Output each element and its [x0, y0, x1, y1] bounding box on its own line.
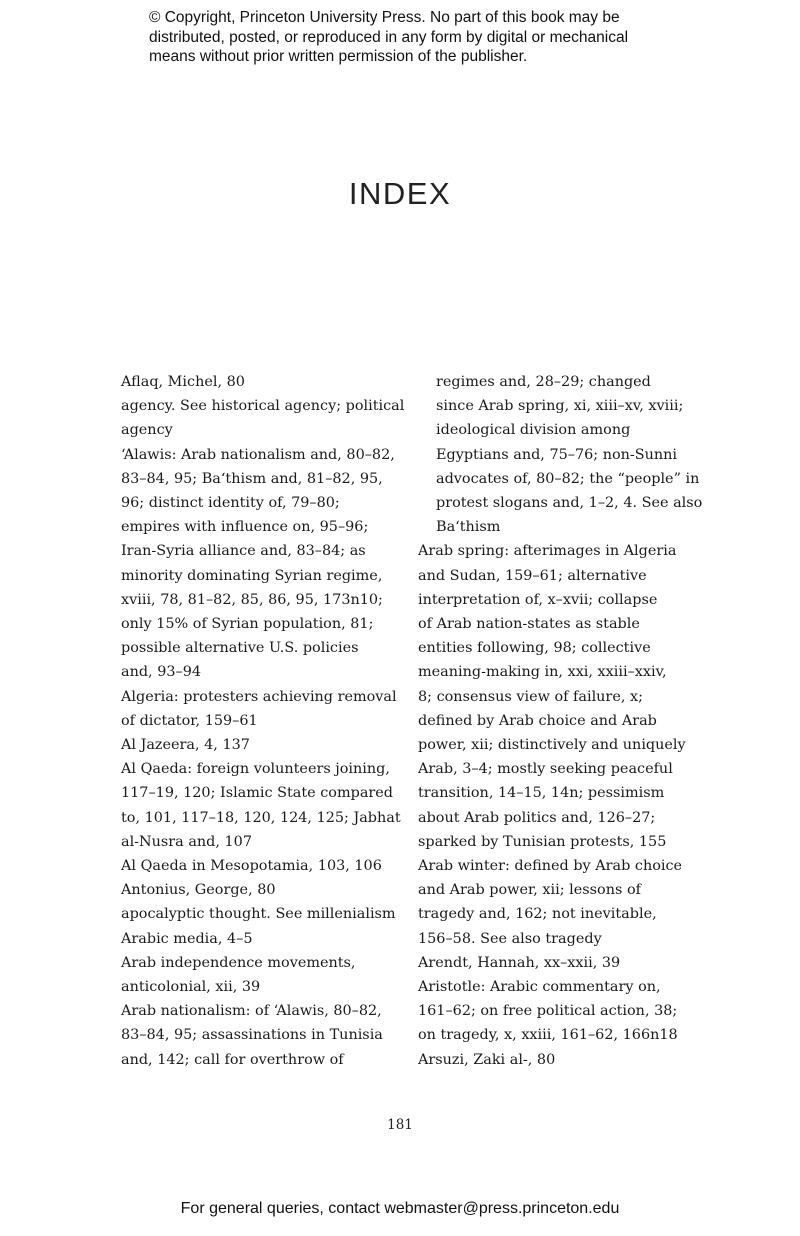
- index-entry: [121, 685, 397, 733]
- index-column-right: [418, 370, 703, 1072]
- index-entry-line: regimes and, 28–29; changed: [436, 374, 651, 390]
- index-entry: [121, 951, 391, 999]
- index-entry-line: ideological division among: [436, 422, 631, 439]
- index-entry-line: Algeria: protesters achieving removal: [121, 688, 397, 705]
- index-entry-line: Al Qaeda in Mesopotamia, 103, 106: [121, 858, 382, 875]
- index-entry-line: meaning-making in, xxi, xxiii–xxiv,: [418, 664, 667, 681]
- index-entry: [418, 951, 698, 975]
- index-entry-line: of Arab nation-states as stable: [418, 616, 640, 633]
- index-entry-line: Antonius, George, 80: [121, 882, 276, 899]
- index-entry-line: only 15% of Syrian population, 81;: [121, 616, 374, 633]
- page-number: 181: [387, 1117, 413, 1133]
- index-entry-line: to, 101, 117–18, 120, 124, 125; Jabhat: [121, 809, 401, 826]
- index-entry-line: and, 142; call for overthrow of: [121, 1051, 344, 1068]
- index-entry-line: tragedy and, 162; not inevitable,: [418, 906, 657, 923]
- page-title: INDEX: [348, 176, 452, 211]
- index-entry: [418, 539, 698, 854]
- index-entry-line: Aflaq, Michel, 80: [121, 374, 245, 390]
- index-entry-line: ‘Alawis: Arab nationalism and, 80–82,: [121, 446, 395, 463]
- index-entry-line: Arendt, Hannah, xx–xxii, 39: [418, 954, 621, 971]
- index-entry-line: since Arab spring, xi, xiii–xv, xviii;: [436, 398, 684, 415]
- index-entry-line: Al Qaeda: foreign volunteers joining,: [121, 761, 390, 778]
- index-column-left: [121, 370, 405, 1072]
- index-entry-line: apocalyptic thought. See millenialism: [121, 906, 396, 923]
- index-entry-line: Iran-Syria alliance and, 83–84; as: [121, 543, 366, 560]
- index-entry-line: advocates of, 80–82; the “people” in: [436, 470, 700, 487]
- index-entry-line: xviii, 78, 81–82, 85, 86, 95, 173n10;: [121, 591, 383, 608]
- index-entry-line: minority dominating Syrian regime,: [121, 567, 383, 584]
- index-entry-line: interpretation of, x–xvii; collapse: [418, 591, 658, 608]
- index-entry-line: Arsuzi, Zaki al-, 80: [418, 1051, 556, 1068]
- index-entry-line: sparked by Tunisian protests, 155: [418, 833, 667, 850]
- footer-contact: For general queries, contact webmaster@press.princeton.edu: [180, 1200, 620, 1217]
- index-entry-line: agency: [121, 422, 173, 439]
- index-entry: [121, 370, 391, 394]
- index-entry-line: and, 93–94: [121, 664, 202, 681]
- index-entry-line: Egyptians and, 75–76; non-Sunni: [436, 446, 678, 463]
- index-entry-line: possible alternative U.S. policies: [121, 640, 359, 657]
- index-entry-line: al-Nusra and, 107: [121, 833, 252, 850]
- index-entry: [418, 1048, 698, 1072]
- index-entry-line: 8; consensus view of failure, x;: [418, 688, 643, 705]
- index-entry: [121, 757, 401, 854]
- index-entry-line: entities following, 98; collective: [418, 640, 651, 657]
- index-entry: [121, 733, 391, 757]
- index-entry-line: about Arab politics and, 126–27;: [418, 809, 656, 826]
- index-entry-line: and Arab power, xii; lessons of: [418, 882, 641, 899]
- index-entry-line: Arab spring: afterimages in Algeria: [418, 543, 677, 560]
- index-entry: [121, 902, 396, 926]
- index-entry-line: defined by Arab choice and Arab: [418, 712, 657, 729]
- index-entry-line: Arab independence movements,: [121, 954, 356, 971]
- index-entry-line: of dictator, 159–61: [121, 712, 258, 729]
- index-entry: [121, 394, 405, 442]
- index-entry-line: Arab winter: defined by Arab choice: [418, 858, 683, 875]
- copyright-line: © Copyright, Princeton University Press. No part of this book may be: [149, 9, 620, 26]
- index-entry: [418, 975, 698, 1048]
- index-entry: [121, 443, 395, 685]
- index-entry: [121, 878, 391, 902]
- index-entry-continuation: [418, 370, 703, 539]
- index-entry-line: Al Jazeera, 4, 137: [121, 737, 250, 754]
- index-entry-line: 83–84, 95; assassinations in Tunisia: [121, 1027, 383, 1044]
- index-entry-line: 83–84, 95; Ba‘thism and, 81–82, 95,: [121, 470, 383, 487]
- index-entry-line: and Sudan, 159–61; alternative: [418, 567, 647, 584]
- index-entry-line: power, xii; distinctively and uniquely: [418, 737, 686, 754]
- index-entry-line: anticolonial, xii, 39: [121, 979, 261, 996]
- index-entry: [121, 999, 391, 1072]
- index-entry-line: protest slogans and, 1–2, 4. See also: [436, 495, 703, 512]
- index-entry-line: agency. See historical agency; political: [121, 398, 405, 415]
- index-entry: [121, 927, 391, 951]
- copyright-line: means without prior written permission of the publisher.: [149, 48, 528, 65]
- index-entry-line: 156–58. See also tragedy: [418, 930, 602, 947]
- copyright-notice: [149, 8, 749, 67]
- index-entry-line: empires with influence on, 95–96;: [121, 519, 369, 536]
- index-entry-line: Arabic media, 4–5: [121, 930, 253, 947]
- index-entry-line: Arab, 3–4; mostly seeking peaceful: [418, 761, 673, 778]
- index-entry-line: transition, 14–15, 14n; pessimism: [418, 785, 665, 802]
- index-entry-line: Arab nationalism: of ‘Alawis, 80–82,: [121, 1003, 382, 1020]
- index-entry: [121, 854, 391, 878]
- index-entry-line: 117–19, 120; Islamic State compared: [121, 785, 394, 802]
- index-entry-line: on tragedy, x, xxiii, 161–62, 166n18: [418, 1027, 678, 1044]
- copyright-line: distributed, posted, or reproduced in any form by digital or mechanical: [149, 28, 629, 46]
- index-entry-line: 161–62; on free political action, 38;: [418, 1003, 678, 1020]
- index-entry: [418, 854, 698, 951]
- index-entry-line: Aristotle: Arabic commentary on,: [418, 979, 661, 996]
- index-entry-line: 96; distinct identity of, 79–80;: [121, 495, 340, 512]
- index-entry-line: Ba‘thism: [436, 519, 501, 536]
